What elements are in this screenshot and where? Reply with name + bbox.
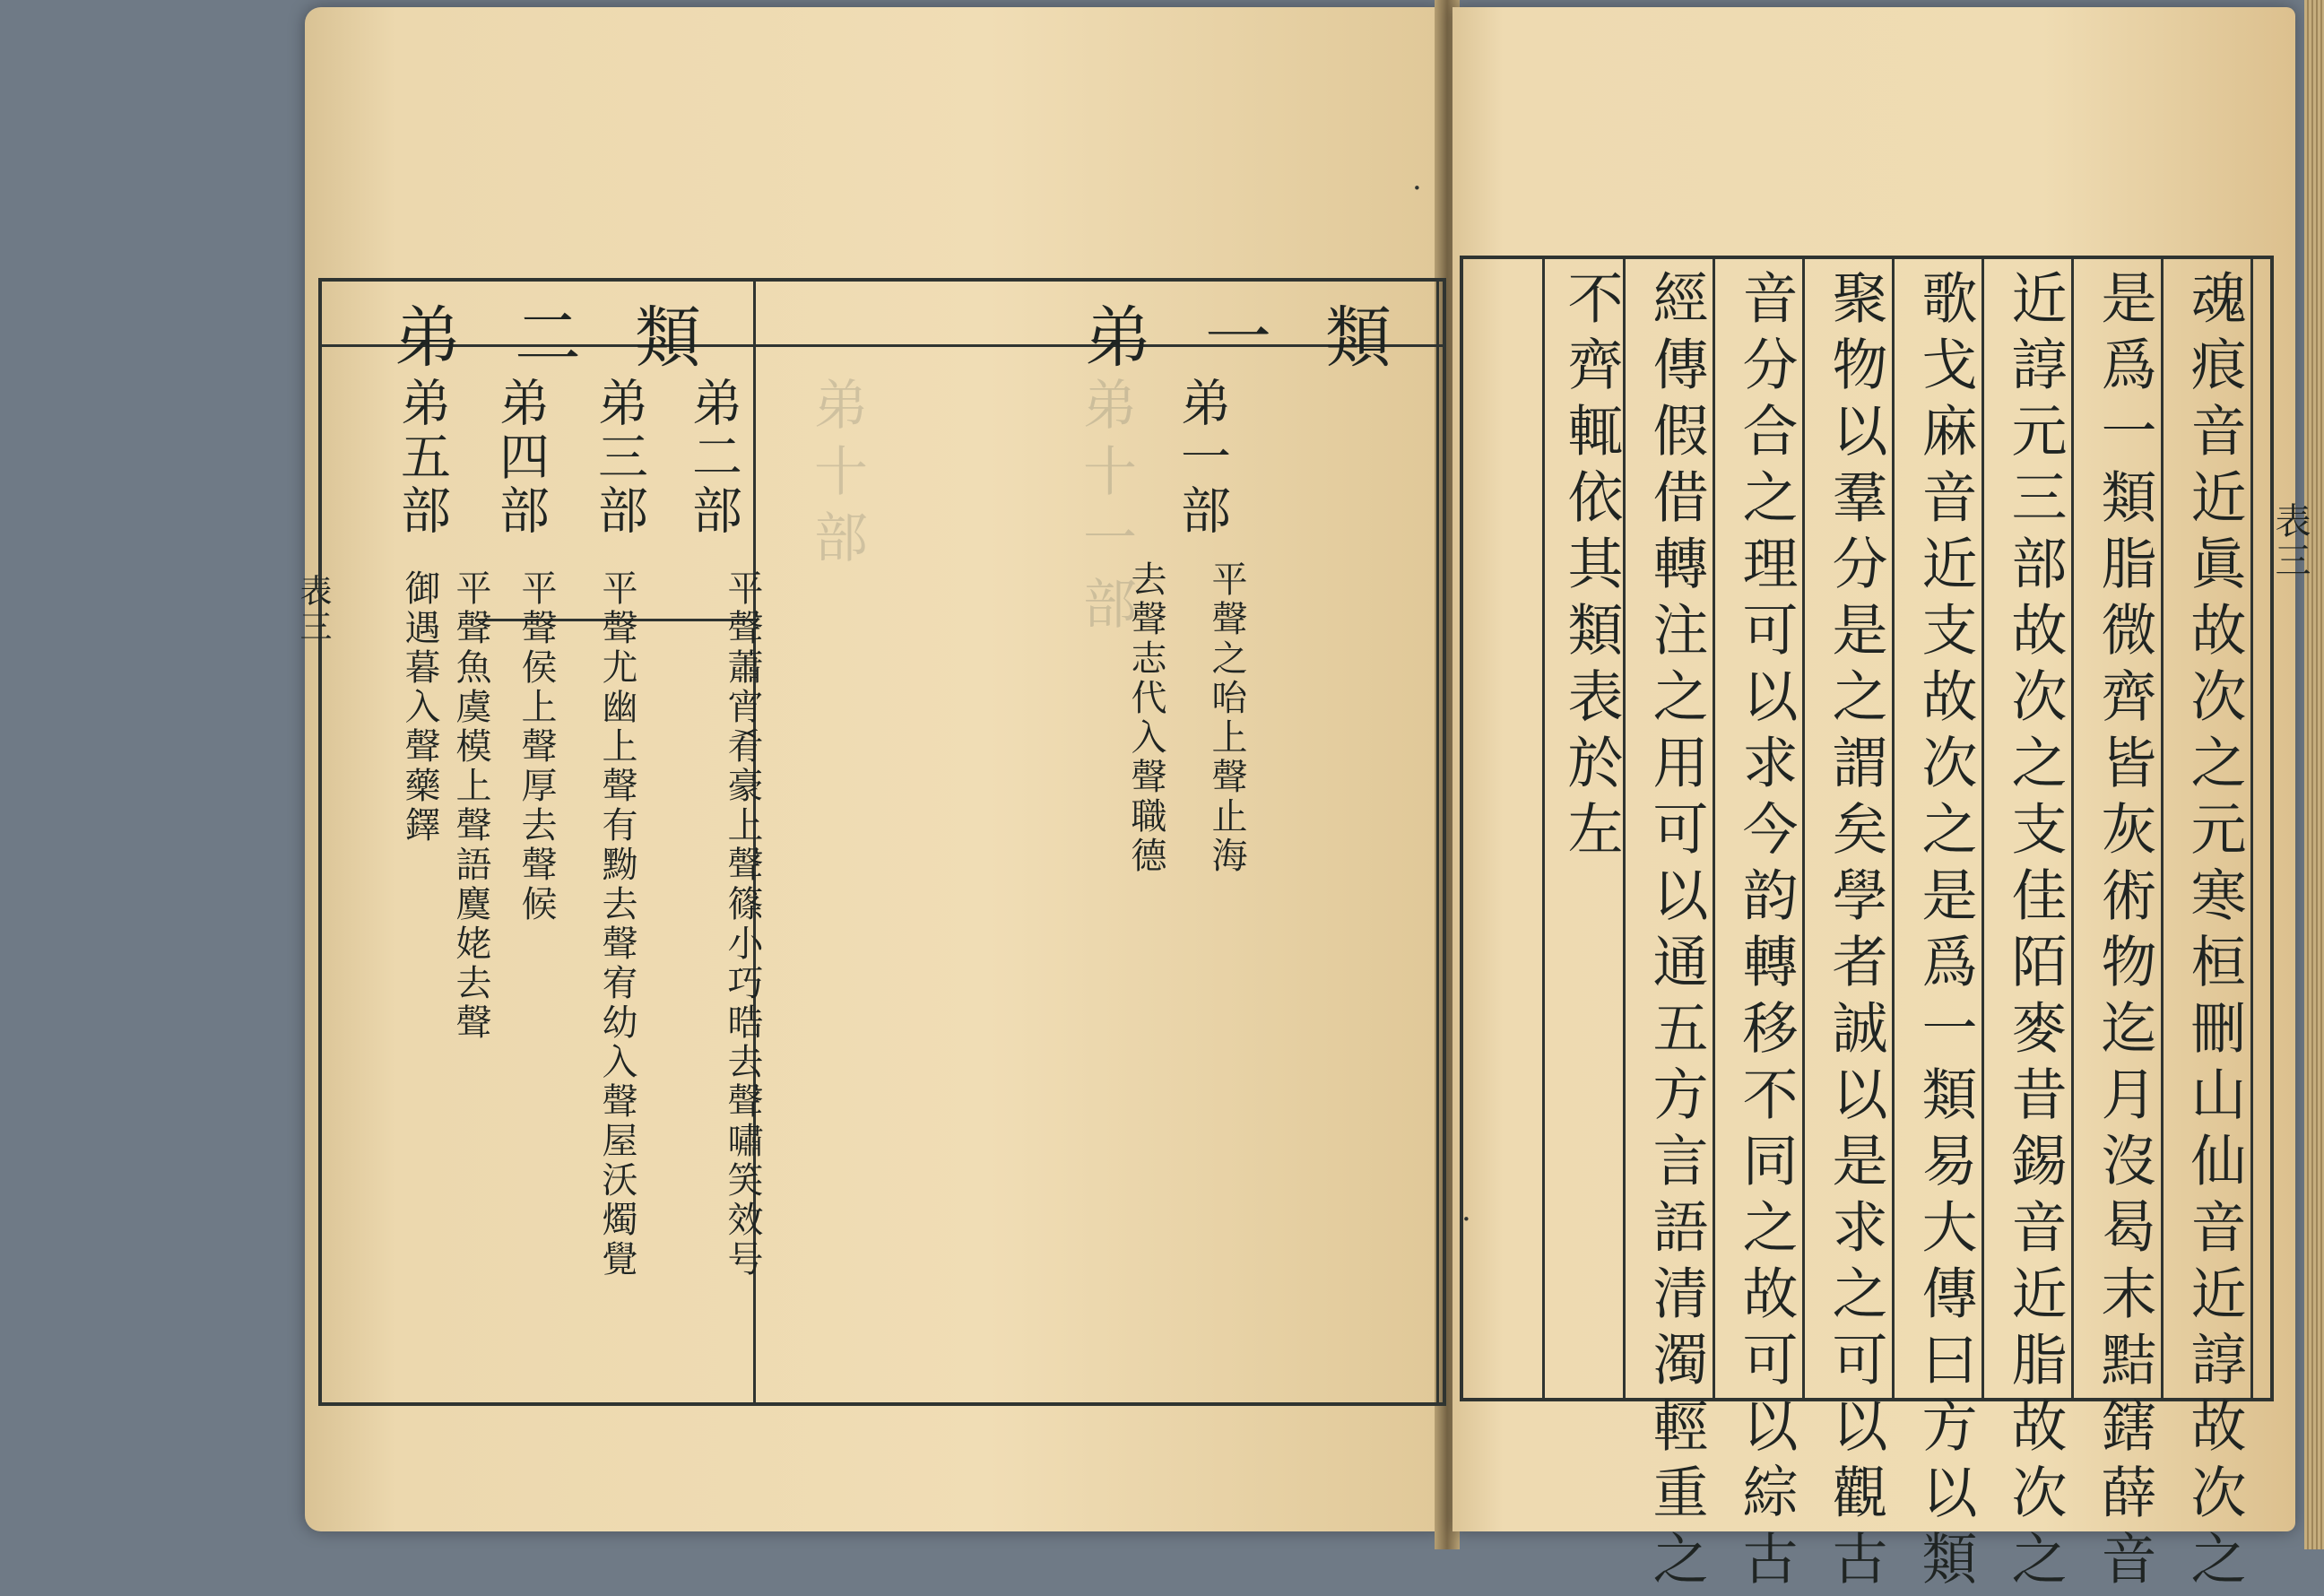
page-edges bbox=[2304, 0, 2324, 1549]
category-2-part-3-tones: 平聲尤幽上聲有黝去聲宥幼入聲屋沃燭覺 bbox=[596, 569, 637, 1279]
open-book bbox=[295, 0, 2311, 1596]
text-column-2: 是爲一類脂微齊皆灰術物迄月沒曷末黠鎋薛音 bbox=[2092, 269, 2157, 1596]
category-1-part: 弟一部 bbox=[1173, 377, 1231, 538]
text-column-3: 近諄元三部故次之支佳陌麥昔錫音近脂故次之 bbox=[2002, 269, 2068, 1596]
text-column-1: 魂痕音近眞故次之元寒桓刪山仙音近諄故次之 bbox=[2181, 269, 2247, 1596]
text-column-6: 音分合之理可以求今韵轉移不同之故可以綜古 bbox=[1733, 269, 1799, 1596]
category-2-part-4-tones: 平聲侯上聲厚去聲候 bbox=[516, 569, 557, 924]
category-2-part-5-tones: 平聲魚虞模上聲語麌姥去聲御遇暮入聲藥鐸 bbox=[399, 569, 491, 1043]
category-1-title: 弟一類 bbox=[1085, 299, 1445, 377]
right-margin-label: 表三 bbox=[2269, 502, 2311, 581]
bleed-through: 弟十部 bbox=[805, 377, 868, 576]
category-1-tone-line-1: 平聲之咍上聲止海 bbox=[1206, 560, 1247, 876]
text-column-8: 不齊輒依其類表於左 bbox=[1558, 269, 1624, 866]
category-2-part-2-label: 弟二部 bbox=[684, 377, 742, 538]
text-column-4: 歌戈麻音近支故次之是爲一類易大傳曰方以類 bbox=[1912, 269, 1978, 1596]
text-column-7: 經傳假借轉注之用可以通五方言語清濁輕重之 bbox=[1643, 269, 1709, 1596]
category-2-part-5-label: 弟五部 bbox=[393, 377, 451, 538]
text-column-5: 聚物以羣分是之謂矣學者誠以是求之可以觀古 bbox=[1823, 269, 1888, 1596]
category-2-title: 弟二類 bbox=[395, 299, 755, 377]
category-2-part-3-label: 弟三部 bbox=[590, 377, 648, 538]
category-2-part-4-label: 弟四部 bbox=[491, 377, 550, 538]
left-margin-label: 表三 bbox=[295, 574, 332, 646]
fold-mark: · bbox=[1461, 1201, 1471, 1237]
fold-mark: · bbox=[1412, 170, 1422, 206]
bleed-through: 弟十一部 bbox=[1074, 377, 1137, 642]
column-rule bbox=[1542, 256, 1545, 1398]
right-border bbox=[1436, 278, 1439, 1402]
category-1-tone-line-2: 去聲志代入聲職德 bbox=[1125, 560, 1166, 876]
category-2-part-2-tones: 平聲蕭宵肴豪上聲篠小巧晧去聲嘯笑效号 bbox=[722, 569, 763, 1279]
